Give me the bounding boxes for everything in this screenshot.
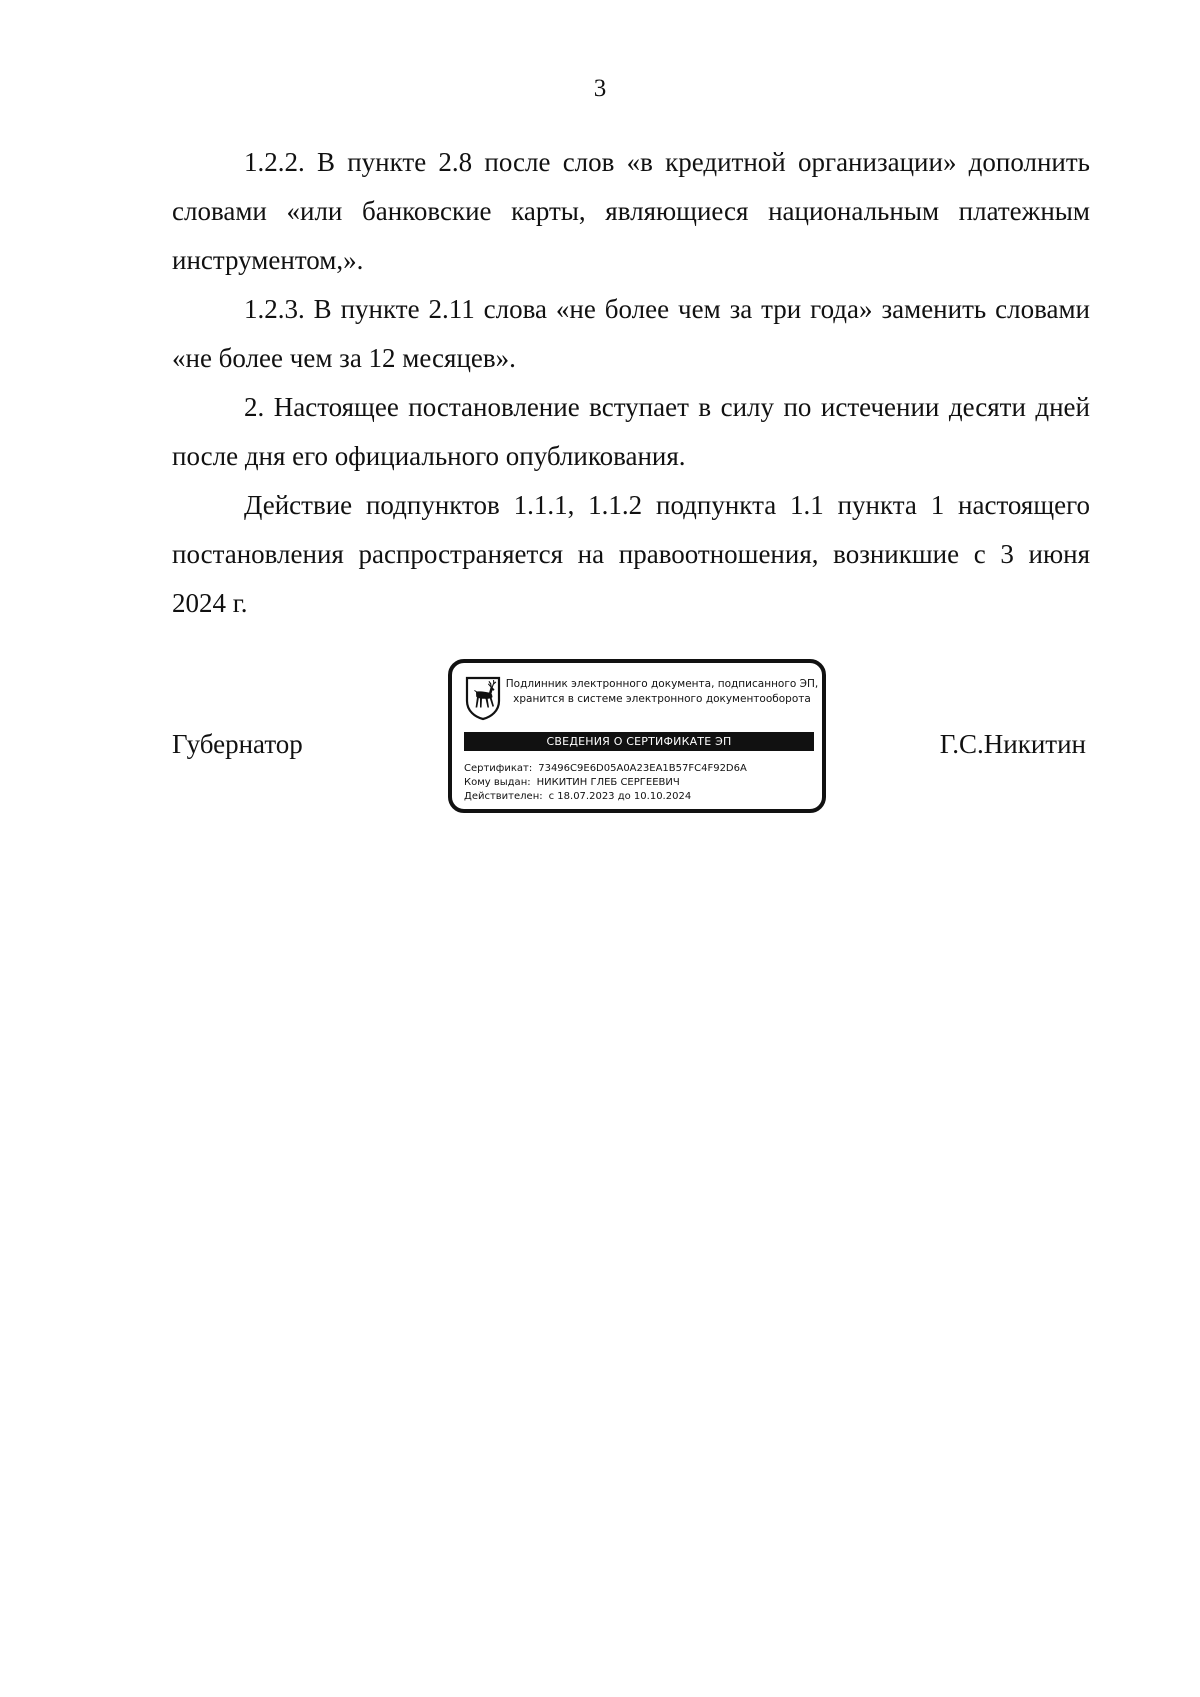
certificate-value: 73496C9E6D05A0A23EA1B57FC4F92D6A [538,763,747,774]
validity-label: Действителен: [464,791,543,802]
paragraph-2: 2. Настоящее постановление вступает в силу по истечении десяти дней после дня его официального опубликования. [172,392,1090,471]
document-body [172,138,1090,628]
stamp-certificate-details [464,762,814,804]
issued-to-value: НИКИТИН ГЛЕБ СЕРГЕЕВИЧ [536,777,680,788]
signer-title: Губернатор [172,729,303,759]
electronic-signature-stamp [448,659,826,813]
issued-to-label: Кому выдан: [464,777,531,788]
certificate-label: Сертификат: [464,763,533,774]
stamp-certificate-bar: СВЕДЕНИЯ О СЕРТИФИКАТЕ ЭП [464,732,814,751]
stamp-header-line-1: Подлинник электронного документа, подписанного ЭП, [505,678,819,690]
validity-row [464,790,814,804]
signature-block [172,659,1090,821]
paragraph-1-2-2: 1.2.2. В пункте 2.8 после слов «в кредитной организации» дополнить словами «или банковские карты, являющиеся национальным платежным инструментом,». [172,147,1090,275]
stamp-header [504,677,820,707]
validity-value: с 18.07.2023 до 10.10.2024 [548,791,692,802]
nizhny-novgorod-deer-emblem-icon [464,675,502,721]
paragraph-effect: Действие подпунктов 1.1.1, 1.1.2 подпункта 1.1 пункта 1 настоящего постановления распространяется на правоотношения, возникшие с 3 июня 2024 г. [172,490,1090,618]
certificate-row [464,762,814,776]
stamp-header-line-2: хранится в системе электронного документооборота [513,693,811,705]
page-number: 3 [593,75,607,102]
issued-to-row [464,776,814,790]
paragraph-1-2-3: 1.2.3. В пункте 2.11 слова «не более чем за три года» заменить словами «не более чем за 12 месяцев». [172,294,1090,373]
signer-name: Г.С.Никитин [939,729,1086,759]
